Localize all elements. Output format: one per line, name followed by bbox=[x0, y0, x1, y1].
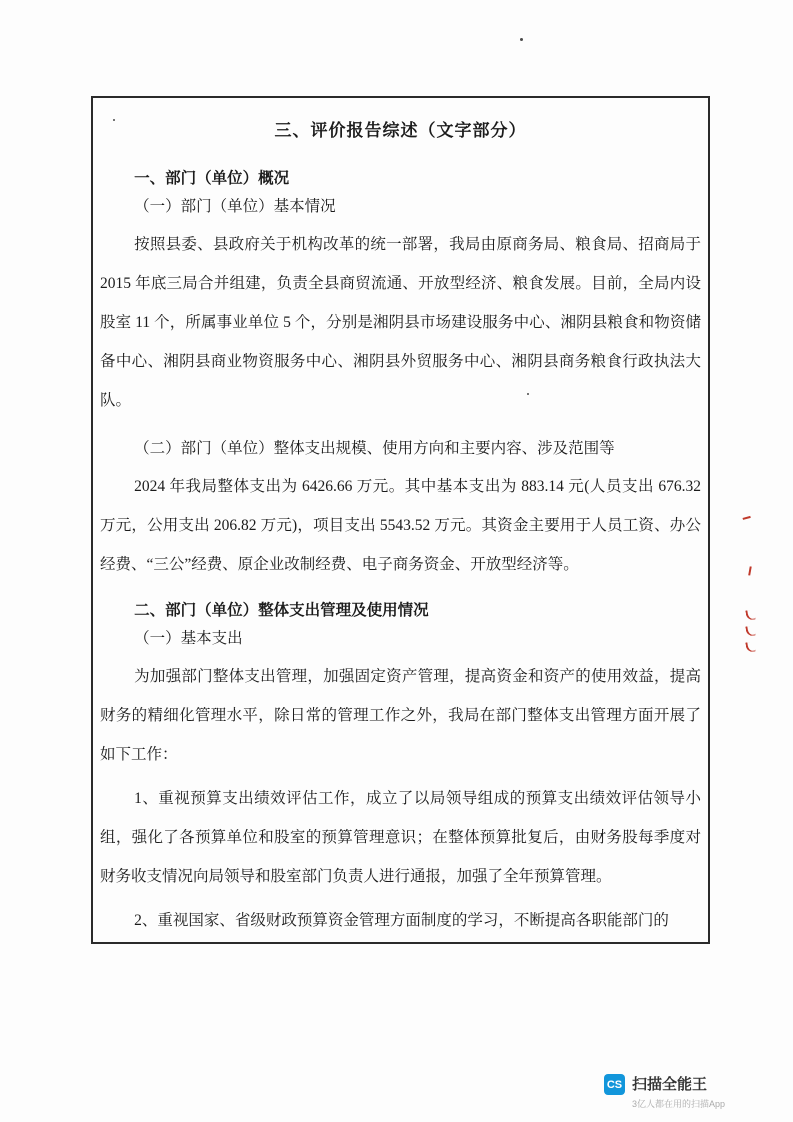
section-1-paragraph-2: 2024 年我局整体支出为 6426.66 万元。其中基本支出为 883.14 元(人员支出 676.32 万元，公用支出 206.82 万元)，项目支出 5543.52 万元。其资金主要用于人员工资、办公经费、“三公”经费、原企业改制经费、电子商务资金、开放型经济等。 bbox=[100, 478, 701, 573]
watermark-app-name: 扫描全能王 bbox=[632, 1076, 708, 1093]
section-2-subheading-1: （一）基本支出 bbox=[134, 630, 243, 647]
scan-speck bbox=[113, 119, 115, 121]
camscanner-logo-icon: CS bbox=[604, 1074, 625, 1095]
document-border-box bbox=[91, 96, 710, 944]
section-1-heading: 一、部门（单位）概况 bbox=[134, 170, 290, 187]
scan-speck bbox=[520, 38, 523, 41]
red-ink-mark bbox=[743, 565, 751, 575]
document-title: 三、评价报告综述（文字部分） bbox=[274, 121, 527, 140]
section-1-paragraph-1: 按照县委、县政府关于机构改革的统一部署，我局由原商务局、粮食局、招商局于 2015 年底三局合并组建，负责全县商贸流通、开放型经济、粮食发展。目前，全局内设股室 11 个，所属事业单位 5 个，分别是湘阴县市场建设服务中心、湘阴县粮食和物资储备中心、湘阴县商业物资服务中心、湘阴县外贸服务中心、湘阴县商务粮食行政执法大队。 bbox=[100, 236, 701, 409]
section-2-heading: 二、部门（单位）整体支出管理及使用情况 bbox=[134, 602, 429, 619]
watermark-text-block bbox=[632, 1074, 725, 1110]
section-2-paragraph-2: 1、重视预算支出绩效评估工作，成立了以局领导组成的预算支出绩效评估领导小组，强化了各预算单位和股室的预算管理意识；在整体预算批复后，由财务股每季度对财务收支情况向局领导和股室部门负责人进行通报，加强了全年预算管理。 bbox=[100, 790, 701, 885]
red-ink-mark bbox=[741, 511, 751, 520]
section-1-subheading-1: （一）部门（单位）基本情况 bbox=[134, 198, 336, 215]
section-2-paragraph-1: 为加强部门整体支出管理，加强固定资产管理，提高资金和资产的使用效益，提高财务的精细化管理水平，除日常的管理工作之外，我局在部门整体支出管理方面开展了如下工作： bbox=[100, 668, 701, 763]
watermark-tagline: 3亿人都在用的扫描App bbox=[632, 1099, 726, 1109]
section-1-subheading-2: （二）部门（单位）整体支出规模、使用方向和主要内容、涉及范围等 bbox=[134, 440, 615, 457]
section-2-paragraph-3: 2、重视国家、省级财政预算资金管理方面制度的学习，不断提高各职能部门的 bbox=[134, 912, 669, 929]
scan-speck bbox=[527, 393, 529, 395]
camscanner-watermark bbox=[604, 1074, 725, 1110]
red-ink-squiggle bbox=[746, 610, 755, 652]
